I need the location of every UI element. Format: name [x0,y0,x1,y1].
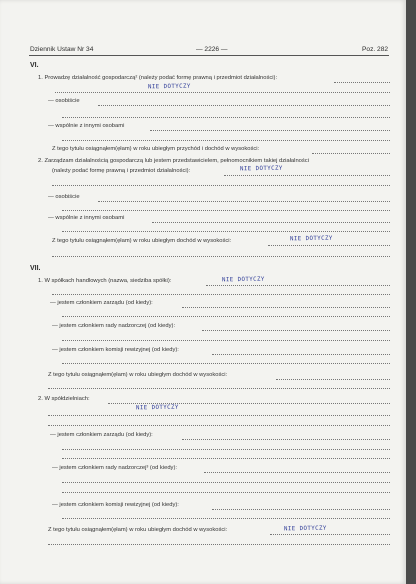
vii-1-rewizyjna: — jestem członkiem komisji rewizyjnej (od kiedy): [52,347,179,353]
answer-line [62,140,390,141]
answer-line [150,130,390,131]
answer-line [48,425,390,426]
answer-line [62,492,390,493]
answer-line [62,363,390,364]
answer-line [182,439,390,440]
vi-2-income: Z tego tytułu osiągnąłem(ęłam) w roku ubiegłym dochód w wysokości: [52,238,232,244]
vii-1-zarzad: — jestem członkiem zarządu (od kiedy): [50,300,153,306]
vi-2-question-a: 2. Zarządzam działalnością gospodarczą lub jestem przedstawicielem, pełnomocnikiem takiej działalności [38,158,309,164]
vii-1-income: Z tego tytułu osiągnąłem(ęłam) w roku ubiegłym dochód w wysokości: [48,372,228,378]
answer-line [48,544,390,545]
vi-2-handwritten-answer: NIE DOTYCZY [239,165,283,173]
answer-line [152,222,390,223]
answer-line [204,472,390,473]
answer-line [62,231,390,232]
answer-line [62,482,390,483]
answer-line [268,245,390,246]
vii-2-income-handwritten: NIE DOTYCZY [283,525,327,533]
vii-2-handwritten-answer: NIE DOTYCZY [135,404,179,412]
answer-line [62,316,390,317]
answer-line [62,340,390,341]
answer-line [270,534,390,535]
answer-line [52,294,390,295]
answer-line [334,82,390,83]
answer-line [182,307,390,308]
vi-2-question-b: (należy podać formę prawną i przedmiot działalności): [52,168,191,174]
vi-1-handwritten-answer: NIE DOTYCZY [147,83,191,91]
answer-line [52,256,390,257]
answer-line [108,403,390,404]
page-number: — 2226 — [196,46,228,53]
vi-2-osobiscie: — osobiście [48,194,80,200]
journal-title: Dziennik Ustaw Nr 34 [30,46,94,53]
answer-line [276,379,390,380]
answer-line [48,415,390,416]
vi-2-wspolnie: — wspólnie z innymi osobami [48,215,125,221]
vii-2-question: 2. W spółdzielniach: [38,396,90,402]
vii-1-question: 1. W spółkach handlowych (nazwa, siedziba spółki): [38,278,172,284]
vi-1-wspolnie: — wspólnie z innymi osobami [48,123,125,129]
vii-2-rewizyjna: — jestem członkiem komisji rewizyjnej (od kiedy): [52,502,179,508]
answer-line [206,285,390,286]
answer-line [224,175,390,176]
answer-line [62,117,390,118]
vii-2-income: Z tego tytułu osiągnąłem(ęłam) w roku ubiegłym dochód w wysokości: [48,527,228,533]
answer-line [98,201,390,202]
vii-2-zarzad: — jestem członkiem zarządu (od kiedy): [50,432,153,438]
answer-line [48,388,390,389]
answer-line [52,185,390,186]
answer-line [202,330,390,331]
answer-line [312,153,390,154]
section-vii-title: VII. [30,265,41,272]
answer-line [212,354,390,355]
answer-line [62,449,390,450]
answer-line [98,105,390,106]
vi-1-income: Z tego tytułu osiągnąłem(ęłam) w roku ubiegłym przychód i dochód w wysokości: [52,146,260,152]
vii-1-handwritten-answer: NIE DOTYCZY [221,276,265,284]
answer-line [62,210,390,211]
vi-2-income-handwritten: NIE DOTYCZY [289,235,333,243]
vii-2-nadzorcza: — jestem członkiem rady nadzorczej³ (od kiedy): [52,465,177,471]
scan-edge [406,0,416,584]
answer-line [62,458,390,459]
header-rule [29,55,389,56]
vi-1-osobiscie: — osobiście [48,98,80,104]
answer-line [212,509,390,510]
vii-1-nadzorcza: — jestem członkiem rady nadzorczej (od kiedy): [52,323,176,329]
vi-1-question: 1. Prowadzę działalność gospodarczą² (należy podać formę prawną i przedmiot działalności): [38,75,278,81]
answer-line [62,518,390,519]
position-number: Poz. 282 [362,46,389,53]
answer-line [55,92,390,93]
section-vi-title: VI. [30,62,39,69]
